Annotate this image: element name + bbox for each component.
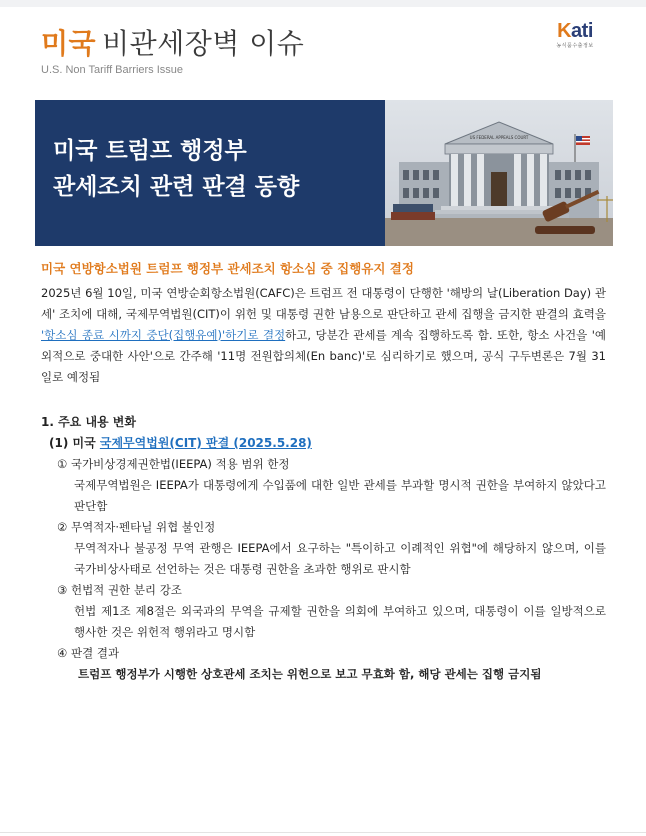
page-subtitle: U.S. Non Tariff Barriers Issue xyxy=(41,64,184,76)
ruling-stay-link[interactable]: '항소심 종료 시까지 중단(집행유예)'하기로 결정 xyxy=(41,328,286,342)
page-header xyxy=(41,26,304,76)
cit-ruling-link[interactable]: 국제무역법원(CIT) 판결 (2025.5.28) xyxy=(99,436,312,450)
page-bottom-divider xyxy=(0,832,646,833)
banner-line-1: 미국 트럼프 행정부 xyxy=(53,138,247,164)
title-accent: 미국 xyxy=(41,27,97,60)
logo-wordmark: Kati xyxy=(557,20,593,42)
courthouse-illustration xyxy=(385,100,613,246)
list-item: ④ 판결 결과 xyxy=(57,646,120,660)
banner-line-2: 관세조치 관련 판결 동향 xyxy=(53,174,300,200)
list-item-body: 트럼프 행정부가 시행한 상호관세 조치는 위헌으로 보고 무효화 함, 해당 관세는 집행 금지됨 xyxy=(78,667,542,681)
kati-logo xyxy=(550,20,600,49)
title-banner xyxy=(35,100,613,246)
article-paragraph: 2025년 6월 10일, 미국 연방순회항소법원(CAFC)은 트럼프 전 대통령이 단행한 '해방의 날(Liberation Day) 관세' 조치에 대해, 국제무역법원(CIT)이 위헌 및 대통령 권한 남용으로 판단하고 관세 집행을 금지한 판결의 효력을 '항소심 종료 시까지 중단(집행유예)'하기로 결정하고, 당분간 관세를 계속 집행하도록 함. 또한, 항소 사건을 '예외적으로 중대한 사안'으로 간주해 '11명 전원합의체(En banc)'로 심리하기로 했으며, 공식 구두변론은 7월 31일로 예정됨 xyxy=(41,286,606,384)
banner-title xyxy=(53,133,299,205)
section-heading: 1. 주요 내용 변화 xyxy=(41,415,136,429)
top-bar xyxy=(0,0,646,7)
list-item-body: 국제무역법원은 IEEPA가 대통령에게 수입품에 대한 일반 관세를 부과할 명시적 권한을 부여하지 않았다고 판단함 xyxy=(74,478,606,513)
court-sign: US FEDERAL APPEALS COURT xyxy=(469,135,529,140)
list-item-body: 헌법 제1조 제8절은 외국과의 무역을 규제할 권한을 의회에 부여하고 있으며, 대통령이 이를 일방적으로 행사한 것은 위헌적 행위라고 명시함 xyxy=(74,604,606,639)
article-body xyxy=(41,258,606,685)
logo-subtext: 농식품수출정보 xyxy=(556,43,594,49)
title-rest: 비관세장벽 이슈 xyxy=(102,27,305,60)
banner-text-panel xyxy=(35,100,385,246)
subsection-heading: (1) 미국 국제무역법원(CIT) 판결 (2025.5.28) xyxy=(49,436,312,450)
list-item: ② 무역적자·펜타닐 위협 불인정 xyxy=(57,520,216,534)
article-headline: 미국 연방항소법원 트럼프 행정부 관세조치 항소심 중 집행유지 결정 xyxy=(41,261,414,276)
list-item: ① 국가비상경제권한법(IEEPA) 적용 범위 한정 xyxy=(57,457,290,471)
page-title xyxy=(41,26,304,62)
list-item-body: 무역적자나 불공정 무역 관행은 IEEPA에서 요구하는 "특이하고 이례적인 위협"에 해당하지 않으며, 이를 국가비상사태로 선언하는 것은 대통령 권한을 초과한 행위로 판시함 xyxy=(74,541,606,576)
list-item: ③ 헌법적 권한 분리 강조 xyxy=(57,583,182,597)
